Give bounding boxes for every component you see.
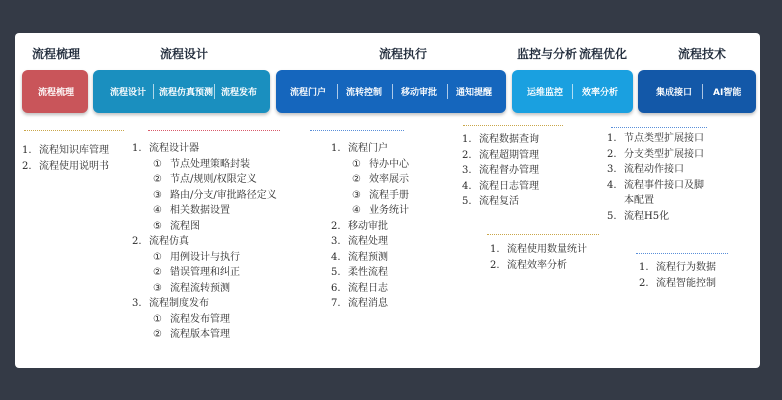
list-item xyxy=(331,296,409,312)
list-item xyxy=(331,250,409,266)
list-item xyxy=(462,163,539,179)
item-circled-number: ③ xyxy=(153,282,162,294)
segment-divider xyxy=(392,84,393,99)
list-item xyxy=(132,281,277,297)
header-flow-execution: 流程执行 xyxy=(379,47,428,61)
list-item xyxy=(490,258,587,274)
dotted-divider xyxy=(463,125,563,126)
segment-divider xyxy=(214,84,215,99)
list-item xyxy=(132,250,277,266)
item-circled-number: ③ xyxy=(352,189,361,201)
item-text: 流程门户 xyxy=(348,143,388,154)
item-text: 流程图 xyxy=(170,220,200,232)
item-text: 效率展示 xyxy=(369,174,409,185)
list-item xyxy=(132,327,277,343)
list-item xyxy=(132,203,277,219)
item-text: 流程知识库管理 xyxy=(39,145,109,156)
item-text: 流程事件接口及脚 xyxy=(624,179,704,191)
segment-label: AI智能 xyxy=(713,88,742,98)
header-flow-technology: 流程技术 xyxy=(678,47,727,61)
list-item xyxy=(639,276,716,292)
list-analysis xyxy=(490,242,587,273)
item-text: 流程行为数据 xyxy=(656,262,716,273)
item-number: 5. xyxy=(331,267,341,278)
item-number: 5. xyxy=(462,196,472,207)
item-circled-number: ① xyxy=(153,158,162,170)
item-number: 2. xyxy=(639,277,649,289)
item-text: 错误管理和纠正 xyxy=(170,267,240,278)
item-text: 流程复活 xyxy=(479,196,519,207)
segment-divider xyxy=(572,84,573,99)
item-circled-number: ② xyxy=(153,329,162,340)
list-item xyxy=(132,157,277,173)
item-circled-number: ⑤ xyxy=(153,220,162,232)
segment-label: 流程梳理 xyxy=(38,88,75,98)
item-number: 4. xyxy=(607,179,617,191)
item-text: 柔性流程 xyxy=(348,267,388,278)
item-number: 1. xyxy=(132,143,142,154)
segment-label: 移动审批 xyxy=(401,88,438,98)
list-item xyxy=(132,234,277,250)
list-item xyxy=(132,312,277,328)
dotted-divider xyxy=(310,130,404,131)
header-flow-optimization: 流程优化 xyxy=(579,47,628,61)
list-item xyxy=(132,188,277,204)
list-item xyxy=(132,141,277,157)
item-text: 流程制度发布 xyxy=(149,298,209,309)
dotted-divider xyxy=(148,130,280,131)
segment-label: 流程仿真预测 xyxy=(159,88,214,98)
item-text: 流程消息 xyxy=(348,298,388,309)
item-text: 流程日志管理 xyxy=(479,180,539,192)
item-number: 2. xyxy=(462,149,472,161)
item-text: 流程手册 xyxy=(369,189,409,201)
item-number: 3. xyxy=(607,164,617,175)
item-text: 移动审批 xyxy=(348,220,388,232)
list-flow-sorting xyxy=(22,143,109,174)
list-item xyxy=(22,143,109,159)
list-item xyxy=(607,131,704,147)
list-item xyxy=(331,203,409,219)
list-item xyxy=(607,178,704,194)
item-number: 2. xyxy=(607,148,617,160)
item-number: 1. xyxy=(607,133,617,144)
list-flow-execution xyxy=(331,141,409,312)
list-item xyxy=(607,162,704,178)
list-item xyxy=(132,219,277,235)
item-circled-number: ④ xyxy=(153,205,162,216)
item-text: 待办中心 xyxy=(369,158,409,170)
list-item xyxy=(331,172,409,188)
dotted-divider xyxy=(636,253,728,254)
segment-label: 流转控制 xyxy=(346,88,383,98)
list-item xyxy=(132,265,277,281)
item-number: 4. xyxy=(331,251,341,263)
segment-divider xyxy=(447,84,448,99)
item-text: 用例设计与执行 xyxy=(170,251,240,263)
list-item xyxy=(331,234,409,250)
list-item xyxy=(331,141,409,157)
segment-label: 流程设计 xyxy=(110,88,147,98)
segment-label: 效率分析 xyxy=(582,88,619,98)
item-text: 流程数据查询 xyxy=(479,134,539,145)
list-item xyxy=(462,148,539,164)
item-number: 6. xyxy=(331,282,341,294)
segment-label: 流程门户 xyxy=(290,88,327,98)
list-item xyxy=(331,281,409,297)
list-item xyxy=(331,157,409,173)
item-circled-number: ① xyxy=(352,158,361,170)
item-number: 2. xyxy=(132,236,142,247)
item-number: 1. xyxy=(331,143,341,154)
segment-divider xyxy=(702,84,703,99)
item-circled-number: ② xyxy=(153,174,162,185)
segment-label: 集成接口 xyxy=(656,88,693,98)
item-text: 节点/规则/权限定义 xyxy=(170,174,257,185)
item-text: 流程动作接口 xyxy=(624,164,684,175)
item-text: 流程H5化 xyxy=(624,210,670,222)
item-text: 流程日志 xyxy=(348,282,388,294)
item-text: 流程发布管理 xyxy=(170,313,230,325)
segment-divider xyxy=(337,84,338,99)
item-number: 1. xyxy=(639,262,649,273)
item-number: 2. xyxy=(490,259,500,271)
item-number: 3. xyxy=(331,236,341,247)
item-text: 流程仿真 xyxy=(149,236,189,247)
segment-label: 运维监控 xyxy=(527,88,564,98)
list-item xyxy=(639,260,716,276)
segment-label: 通知提醒 xyxy=(456,88,493,98)
list-item xyxy=(462,132,539,148)
segment-divider xyxy=(153,84,154,99)
list-item xyxy=(331,265,409,281)
header-flow-sorting: 流程梳理 xyxy=(32,47,81,61)
item-circled-number: ④ xyxy=(352,205,361,216)
item-text: 流程流转预测 xyxy=(170,282,230,294)
item-text: 流程督办管理 xyxy=(479,165,539,176)
dotted-divider xyxy=(611,127,707,128)
header-flow-design: 流程设计 xyxy=(160,47,209,61)
item-number: 2. xyxy=(331,220,341,232)
list-item xyxy=(462,194,539,210)
list-item xyxy=(490,242,587,258)
list-technology xyxy=(607,131,704,224)
list-intelligence xyxy=(639,260,716,291)
list-item xyxy=(607,193,704,209)
list-item xyxy=(132,296,277,312)
item-text: 流程效率分析 xyxy=(507,259,567,271)
item-text: 节点处理策略封装 xyxy=(170,158,250,170)
list-item xyxy=(607,147,704,163)
item-text: 流程设计器 xyxy=(149,143,199,154)
item-circled-number: ③ xyxy=(153,189,162,201)
item-text: 流程处理 xyxy=(348,236,388,247)
dotted-divider xyxy=(24,130,124,131)
item-text: 流程超期管理 xyxy=(479,149,539,161)
item-circled-number: ② xyxy=(153,267,162,278)
item-text: 路由/分支/审批路径定义 xyxy=(170,189,277,201)
item-number: 1. xyxy=(22,145,32,156)
item-number: 2. xyxy=(22,160,32,172)
list-item xyxy=(22,159,109,175)
item-number: 1. xyxy=(490,244,500,255)
header-monitoring-analysis: 监控与分析 xyxy=(517,47,578,61)
item-number: 3. xyxy=(462,165,472,176)
list-item xyxy=(462,179,539,195)
dotted-divider xyxy=(487,234,599,235)
item-text: 分支类型扩展接口 xyxy=(624,148,704,160)
segment-label: 流程发布 xyxy=(221,88,258,98)
list-flow-design xyxy=(132,141,277,343)
list-item xyxy=(331,219,409,235)
list-item xyxy=(607,209,704,225)
item-text: 流程使用说明书 xyxy=(39,160,109,172)
item-number: 7. xyxy=(331,298,341,309)
item-text: 节点类型扩展接口 xyxy=(624,133,704,144)
item-circled-number: ① xyxy=(153,313,162,325)
item-circled-number: ② xyxy=(352,174,361,185)
item-number: 4. xyxy=(462,180,472,192)
item-text: 业务统计 xyxy=(369,205,409,216)
item-circled-number: ① xyxy=(153,251,162,263)
item-text: 流程智能控制 xyxy=(656,277,716,289)
item-number: 1. xyxy=(462,134,472,145)
list-monitoring xyxy=(462,132,539,210)
item-text: 流程预测 xyxy=(348,251,388,263)
list-item xyxy=(132,172,277,188)
item-text: 相关数据设置 xyxy=(170,205,230,216)
item-text: 本配置 xyxy=(624,195,654,206)
item-number: 5. xyxy=(607,210,617,222)
item-number: 3. xyxy=(132,298,142,309)
list-item xyxy=(331,188,409,204)
item-text: 流程使用数量统计 xyxy=(507,244,587,255)
item-text: 流程版本管理 xyxy=(170,329,230,340)
